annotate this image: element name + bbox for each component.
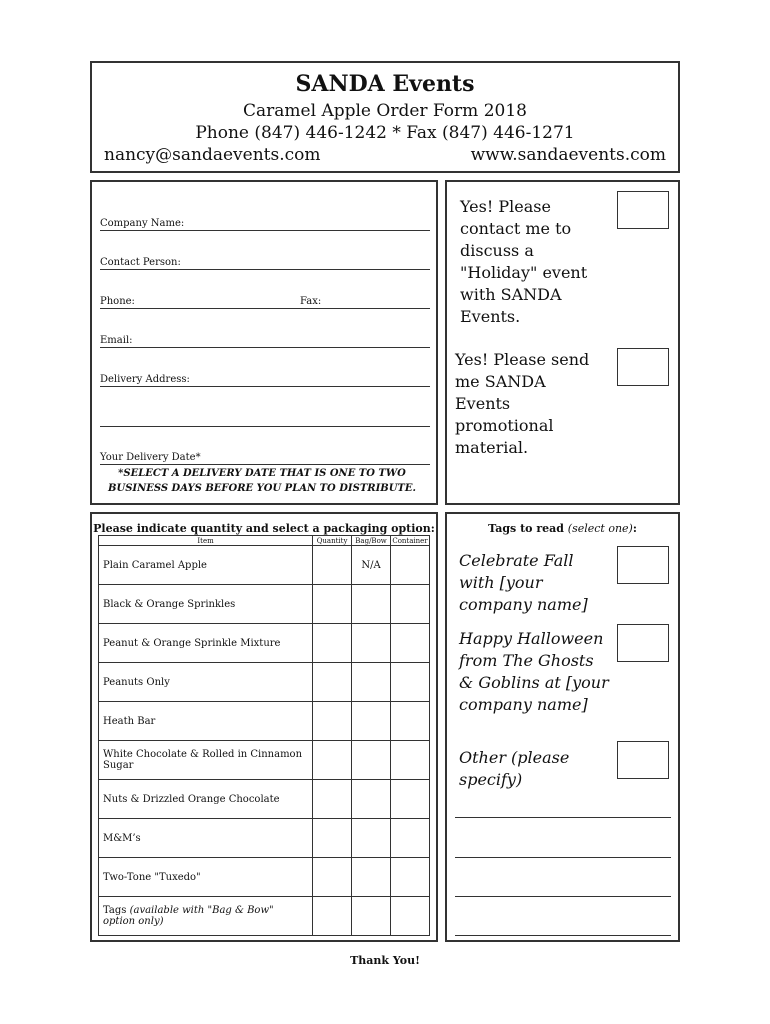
bag-bow-cell[interactable] <box>352 663 391 702</box>
table-row <box>99 663 430 702</box>
item-name: Peanuts Only <box>99 663 313 702</box>
table-header-row <box>99 536 430 546</box>
col-quantity: Quantity <box>313 536 352 546</box>
table-row <box>99 546 430 585</box>
container-cell[interactable] <box>391 585 430 624</box>
quantity-cell[interactable] <box>313 663 352 702</box>
col-item: Item <box>99 536 313 546</box>
container-cell[interactable] <box>391 819 430 858</box>
order-box <box>90 512 438 942</box>
delivery-address-label: Delivery Address: <box>100 374 190 385</box>
bag-bow-cell[interactable] <box>352 741 391 780</box>
container-cell[interactable] <box>391 780 430 819</box>
specify-line-2[interactable] <box>455 857 671 858</box>
bag-bow-cell[interactable] <box>352 858 391 897</box>
quantity-cell[interactable] <box>313 780 352 819</box>
quantity-cell[interactable] <box>313 897 352 936</box>
quantity-cell[interactable] <box>313 819 352 858</box>
bag-bow-cell[interactable] <box>352 702 391 741</box>
bag-bow-cell[interactable] <box>352 624 391 663</box>
delivery-date-label: Your Delivery Date* <box>100 452 201 463</box>
table-row <box>99 585 430 624</box>
item-name: M&M’s <box>99 819 313 858</box>
item-name: Plain Caramel Apple <box>99 546 313 585</box>
website-address[interactable]: www.sandaevents.com <box>470 145 666 165</box>
quantity-cell[interactable] <box>313 702 352 741</box>
tags-box <box>445 512 680 942</box>
table-row <box>99 624 430 663</box>
company-name-field[interactable] <box>100 218 430 231</box>
tags-item-label: Tags <box>103 905 127 916</box>
holiday-event-checkbox[interactable] <box>617 191 669 229</box>
tags-heading-note: (select one) <box>567 522 633 535</box>
order-heading: Please indicate quantity and select a packaging option: <box>93 522 435 535</box>
tag-option-2-checkbox[interactable] <box>617 624 669 662</box>
bag-bow-cell[interactable]: N/A <box>352 546 391 585</box>
specify-line-4[interactable] <box>455 935 671 936</box>
tag-option-1-checkbox[interactable] <box>617 546 669 584</box>
container-cell[interactable] <box>391 858 430 897</box>
thank-you-text: Thank You! <box>350 954 420 967</box>
tag-option-halloween: Happy Halloween from The Ghosts & Goblins at [your company name] <box>459 629 609 714</box>
tag-option-3-checkbox[interactable] <box>617 741 669 779</box>
col-container: Container <box>392 536 428 545</box>
contact-info-box <box>90 180 438 505</box>
specify-line-1[interactable] <box>455 817 671 818</box>
container-cell[interactable] <box>391 741 430 780</box>
delivery-address-field[interactable] <box>100 374 430 387</box>
container-cell[interactable] <box>391 663 430 702</box>
holiday-event-text: Yes! Please contact me to discuss a "Holiday" event with SANDA Events. <box>460 197 588 326</box>
header-box <box>90 61 680 173</box>
bag-bow-cell[interactable] <box>352 585 391 624</box>
delivery-address-line-2[interactable] <box>100 413 430 427</box>
item-name: White Chocolate & Rolled in Cinnamon Sugar <box>99 741 313 780</box>
table-row <box>99 741 430 780</box>
item-name: Peanut & Orange Sprinkle Mixture <box>99 624 313 663</box>
item-name: Two-Tone "Tuxedo" <box>99 858 313 897</box>
phone-fax-line: Phone (847) 446-1242 * Fax (847) 446-1271 <box>195 123 575 143</box>
tags-item-note: (available with "Bag & Bow" option only) <box>103 905 274 927</box>
contact-person-field[interactable] <box>100 257 430 270</box>
table-row <box>99 858 430 897</box>
promo-material-text: Yes! Please send me SANDA Events promotional material. <box>455 350 590 457</box>
container-cell[interactable] <box>391 624 430 663</box>
quantity-cell[interactable] <box>313 624 352 663</box>
tag-option-celebrate-fall: Celebrate Fall with [your company name] <box>459 551 588 614</box>
email-label: Email: <box>100 335 133 346</box>
bag-bow-cell[interactable] <box>352 819 391 858</box>
item-name: Black & Orange Sprinkles <box>99 585 313 624</box>
promo-material-checkbox[interactable] <box>617 348 669 386</box>
item-name: Nuts & Drizzled Orange Chocolate <box>99 780 313 819</box>
quantity-cell[interactable] <box>313 741 352 780</box>
bag-bow-cell[interactable] <box>352 780 391 819</box>
delivery-date-note: *SELECT A DELIVERY DATE THAT IS ONE TO TWO BUSINESS DAYS BEFORE YOU PLAN TO DISTRIBUTE. <box>108 468 416 494</box>
order-table <box>98 535 430 936</box>
quantity-cell[interactable] <box>313 858 352 897</box>
fax-label: Fax: <box>300 296 322 307</box>
company-title: SANDA Events <box>295 71 475 97</box>
email-address[interactable]: nancy@sandaevents.com <box>104 145 321 165</box>
col-bag-bow: Bag/Bow <box>352 536 391 546</box>
quantity-cell[interactable] <box>313 585 352 624</box>
bag-bow-cell[interactable] <box>352 897 391 936</box>
specify-line-3[interactable] <box>455 896 671 897</box>
container-cell[interactable] <box>391 897 430 936</box>
item-name: Heath Bar <box>99 702 313 741</box>
quantity-cell[interactable] <box>313 546 352 585</box>
table-row <box>99 702 430 741</box>
phone-fax-field[interactable] <box>100 296 430 309</box>
table-row <box>99 897 430 936</box>
container-cell[interactable] <box>391 546 430 585</box>
tags-heading-label: Tags to read <box>488 522 564 535</box>
tags-heading-colon: : <box>632 522 637 535</box>
tag-option-other: Other (please specify) <box>459 748 570 789</box>
form-subtitle: Caramel Apple Order Form 2018 <box>243 101 527 121</box>
container-cell[interactable] <box>391 702 430 741</box>
contact-person-label: Contact Person: <box>100 257 181 268</box>
company-name-label: Company Name: <box>100 218 185 229</box>
tags-heading <box>447 522 678 535</box>
email-field[interactable] <box>100 335 430 348</box>
opt-in-box <box>445 180 680 505</box>
item-name-tags <box>99 897 313 936</box>
table-row <box>99 819 430 858</box>
table-row <box>99 780 430 819</box>
delivery-date-field[interactable] <box>100 452 430 465</box>
phone-label: Phone: <box>100 296 135 307</box>
